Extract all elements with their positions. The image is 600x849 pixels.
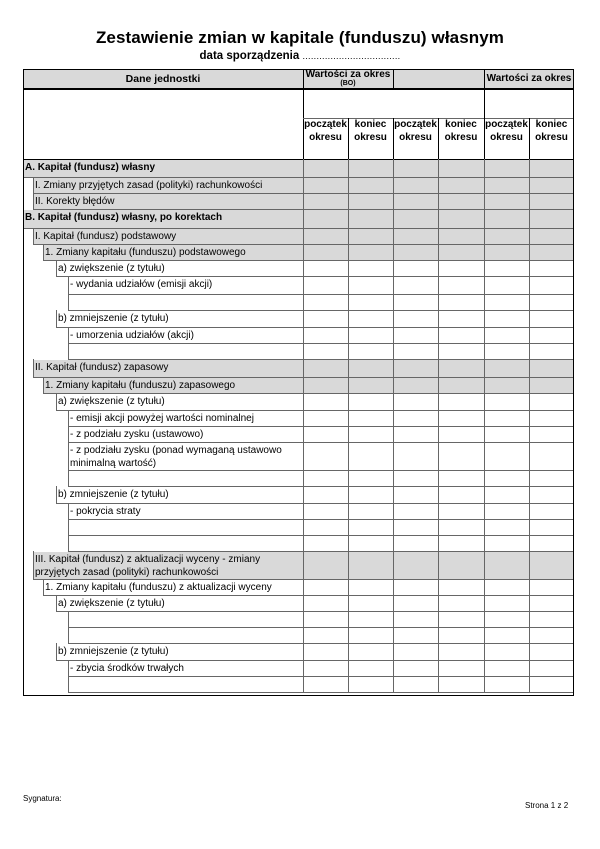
document-subtitle [0,50,600,62]
subheader-start-2: początek okresu [394,119,437,143]
row-label: 1. Zmiany kapitału (funduszu) z aktualizacji wyceny [45,582,272,593]
header-group-bo-label: Wartości za okres [305,69,391,80]
row-label: a) zwiększenie (z tytułu) [58,598,165,609]
row-label: b) zmniejszenie (z tytułu) [58,646,169,657]
subheader-start-1: początek okresu [304,119,347,143]
row-label: II. Korekty błędów [35,196,115,207]
row-label: - emisji akcji powyżej wartości nominalnej [70,413,254,424]
row-label: 1. Zmiany kapitału (funduszu) podstawowego [45,247,246,258]
subheader-end-2: koniec okresu [444,119,478,143]
row-label: - umorzenia udziałów (akcji) [70,330,194,341]
row-label: A. Kapitał (fundusz) własny [25,162,156,173]
row-label: 1. Zmiany kapitału (funduszu) zapasowego [45,380,236,391]
row-label: a) zwiększenie (z tytułu) [58,396,165,407]
row-label: - wydania udziałów (emisji akcji) [70,279,213,290]
row-label: - z podziału zysku (ustawowo) [70,429,204,440]
row-label: - zbycia środków trwałych [70,663,184,674]
subheader-end-1: koniec okresu [354,119,387,143]
date-label: data sporządzenia [199,50,300,62]
table-frame [23,69,574,696]
header-group-2: Wartości za okres [486,73,572,84]
header-group-bo-sub: (BO) [340,80,356,87]
row-label: - pokrycia straty [70,506,141,517]
document-title: Zestawienie zmian w kapitale (funduszu) własnym [95,28,505,47]
subheader-start-3: początek okresu [485,119,528,143]
signature-label: Sygnatura: [23,794,62,803]
row-label: - z podziału zysku (ponad wymaganą ustawowo minimalną wartość) [70,445,282,469]
page-number: Strona 1 z 2 [525,801,569,810]
row-label: I. Kapitał (fundusz) podstawowy [35,231,177,242]
row-label: b) zmniejszenie (z tytułu) [58,313,169,324]
row-label: III. Kapitał (fundusz) z aktualizacji wyceny - zmiany przyjętych zasad (polityki) rachunkowości [35,554,261,578]
subheader-end-3: koniec okresu [535,119,568,143]
row-label: a) zwiększenie (z tytułu) [58,263,165,274]
row-label: B. Kapitał (fundusz) własny, po korektach [25,212,223,223]
row-label: I. Zmiany przyjętych zasad (polityki) rachunkowości [35,180,263,191]
row-label: II. Kapitał (fundusz) zapasowy [35,362,169,373]
date-field[interactable]: ................................... [302,51,401,61]
row-label: b) zmniejszenie (z tytułu) [58,489,169,500]
header-dane-jednostki: Dane jednostki [125,73,201,85]
